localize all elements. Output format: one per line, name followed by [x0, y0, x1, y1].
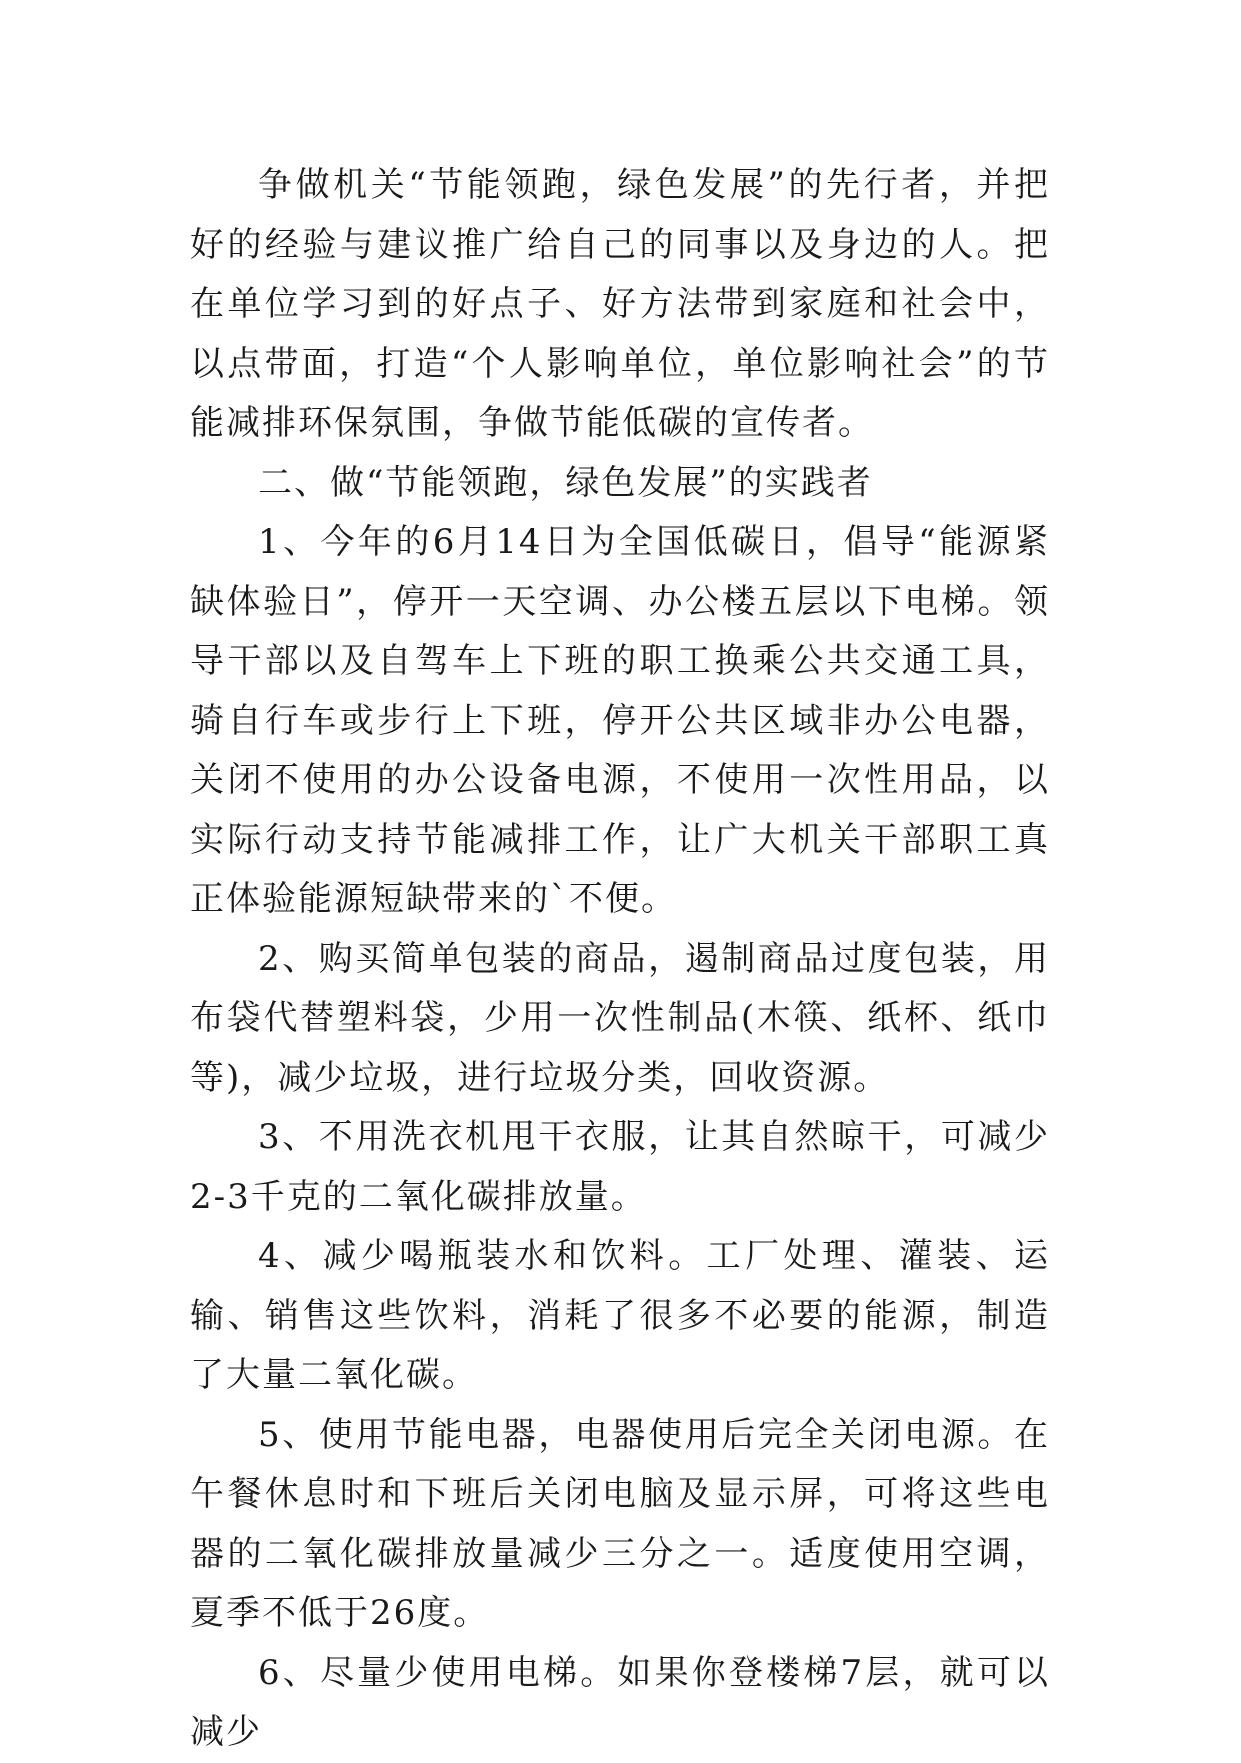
paragraph-item-6: 6、尽量少使用电梯。如果你登楼梯7层，就可以减少 [190, 1652, 1050, 1752]
document-body [190, 156, 1050, 1763]
paragraph-item-1: 1、今年的6月14日为全国低碳日，倡导“能源紧缺体验日”，停开一天空调、办公楼五层以下电梯。领导干部以及自驾车上下班的职工换乘公共交通工具，骑自行车或步行上下班，停开公共区域非办公电器，关闭不使用的办公设备电源，不使用一次性用品，以实际行动支持节能减排工作，让广大机关干部职工真正体验能源短缺带来的`不便。 [190, 522, 1050, 919]
paragraph-item-5: 5、使用节能电器，电器使用后完全关闭电源。在午餐休息时和下班后关闭电脑及显示屏，可将这些电器的二氧化碳排放量减少三分之一。适度使用空调，夏季不低于26度。 [190, 1414, 1050, 1633]
section-heading: 二、做“节能领跑，绿色发展”的实践者 [258, 462, 873, 503]
paragraph-item-3: 3、不用洗衣机甩干衣服，让其自然晾干，可减少2-3千克的二氧化碳排放量。 [190, 1117, 1050, 1217]
paragraph-item-2: 2、购买简单包装的商品，遏制商品过度包装，用布袋代替塑料袋，少用一次性制品(木筷、纸杯、纸巾等)，减少垃圾，进行垃圾分类，回收资源。 [190, 938, 1050, 1098]
paragraph-intro: 争做机关“节能领跑，绿色发展”的先行者，并把好的经验与建议推广给自己的同事以及身边的人。把在单位学习到的好点子、好方法带到家庭和社会中，以点带面，打造“个人影响单位，单位影响社会”的节能减排环保氛围，争做节能低碳的宣传者。 [190, 165, 1050, 443]
paragraph-item-4: 4、减少喝瓶装水和饮料。工厂处理、灌装、运输、销售这些饮料，消耗了很多不必要的能源，制造了大量二氧化碳。 [190, 1236, 1050, 1395]
